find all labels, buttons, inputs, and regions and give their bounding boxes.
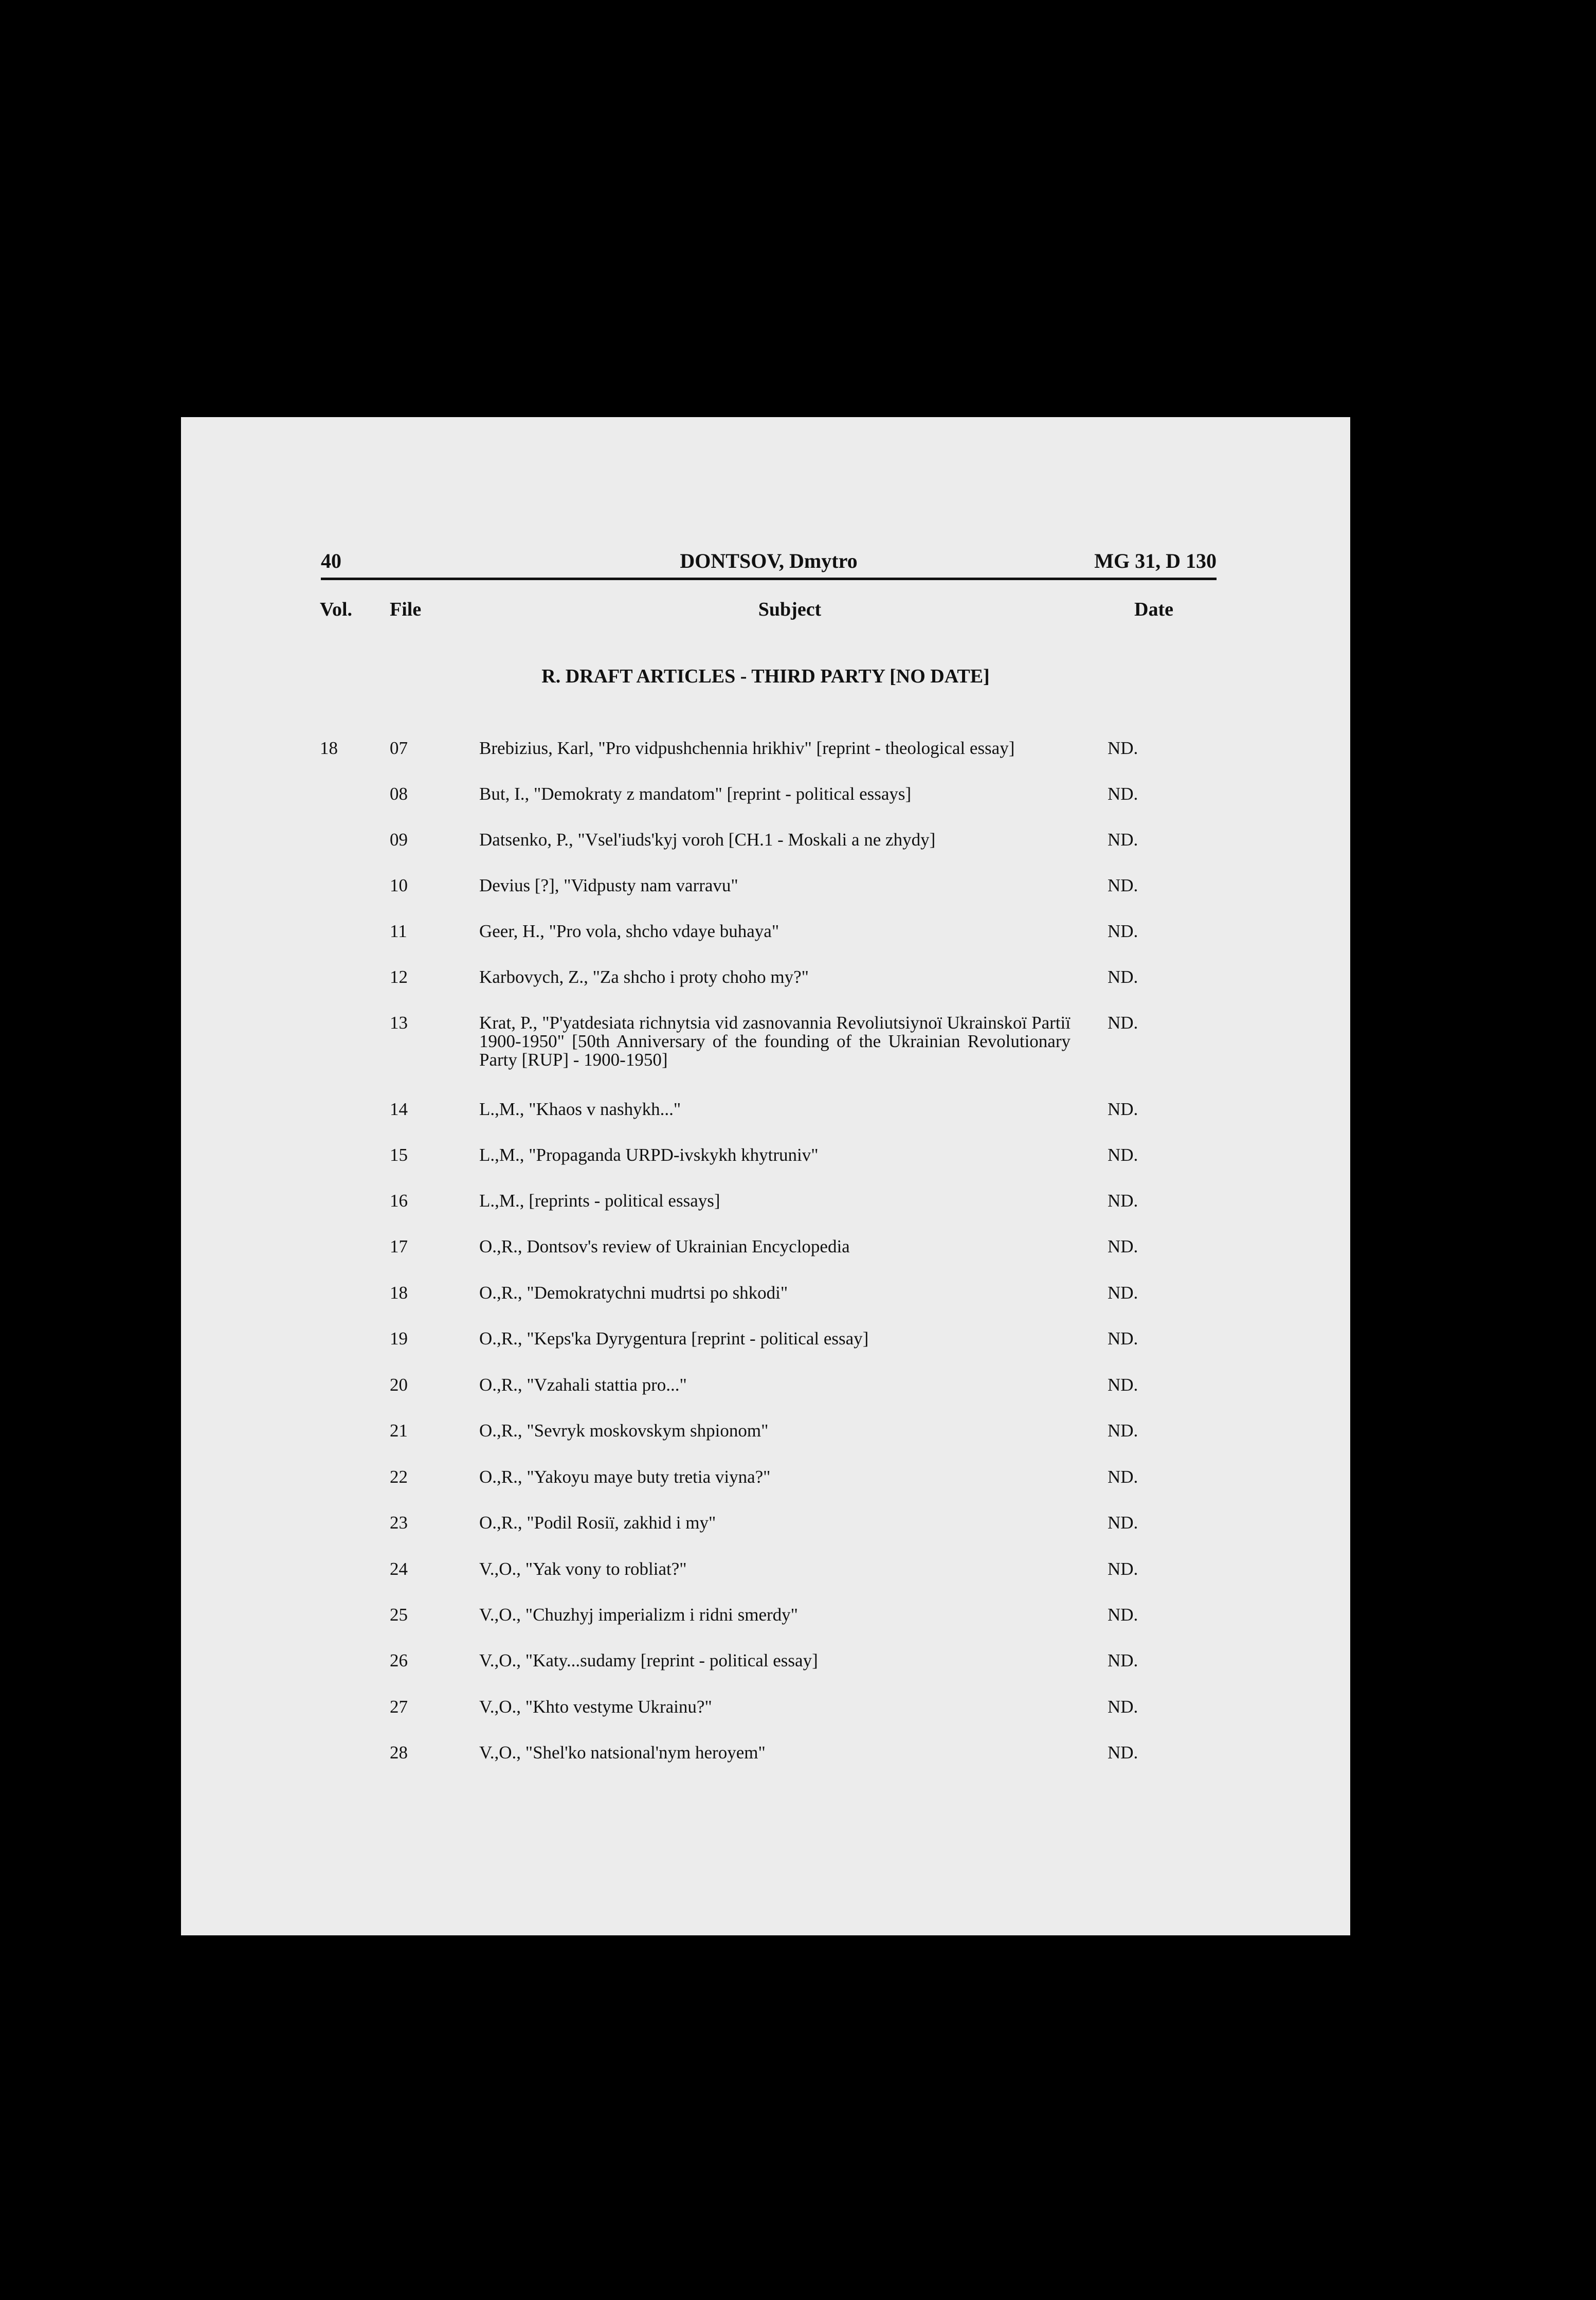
entry-date: ND. xyxy=(1108,1605,1138,1625)
entry-subject: O.,R., "Demokratychni mudrtsi po shkodi" xyxy=(479,1283,788,1303)
entry-file: 27 xyxy=(390,1697,408,1717)
entry-subject: L.,M., "Khaos v nashykh..." xyxy=(479,1099,681,1119)
entry-file: 16 xyxy=(390,1191,408,1211)
entry-file: 10 xyxy=(390,875,408,895)
entry-vol: 18 xyxy=(320,738,338,758)
entry-file: 23 xyxy=(390,1513,408,1533)
section-title: R. DRAFT ARTICLES - THIRD PARTY [NO DATE] xyxy=(541,666,990,687)
entry-subject: But, I., "Demokraty z mandatom" [reprint - political essays] xyxy=(479,784,912,804)
entry-file: 19 xyxy=(390,1328,408,1349)
entry-file: 28 xyxy=(390,1742,408,1763)
entry-subject: V.,O., "Khto vestyme Ukrainu?" xyxy=(479,1697,712,1717)
entry-date: ND. xyxy=(1108,1467,1138,1487)
entry-date: ND. xyxy=(1108,1099,1138,1119)
entry-file: 07 xyxy=(390,738,408,758)
entry-file: 14 xyxy=(390,1099,408,1119)
entry-file: 21 xyxy=(390,1421,408,1441)
entry-file: 15 xyxy=(390,1145,408,1165)
entry-file: 22 xyxy=(390,1467,408,1487)
document-page xyxy=(181,417,1350,1935)
entry-date: ND. xyxy=(1108,1559,1138,1579)
entry-subject: L.,M., [reprints - political essays] xyxy=(479,1191,720,1211)
column-header-subject: Subject xyxy=(758,599,822,620)
entry-subject: V.,O., "Yak vony to robliat?" xyxy=(479,1559,687,1579)
entry-file: 11 xyxy=(390,921,407,941)
reference-number: MG 31, D 130 xyxy=(1094,549,1217,572)
entry-subject: V.,O., "Chuzhyj imperializm i ridni smerdy" xyxy=(479,1605,798,1625)
entry-date: ND. xyxy=(1108,921,1138,941)
collection-title: DONTSOV, Dmytro xyxy=(680,549,858,572)
entry-date: ND. xyxy=(1108,1421,1138,1441)
entry-date: ND. xyxy=(1108,1191,1138,1211)
entry-date: ND. xyxy=(1108,1513,1138,1533)
entry-date: ND. xyxy=(1108,1236,1138,1256)
entry-subject: Geer, H., "Pro vola, shcho vdaye buhaya" xyxy=(479,921,779,941)
entry-file: 13 xyxy=(390,1013,408,1033)
entry-file: 09 xyxy=(390,830,408,850)
entry-subject: O.,R., "Yakoyu maye buty tretia viyna?" xyxy=(479,1467,771,1487)
entry-date: ND. xyxy=(1108,967,1138,987)
entry-date: ND. xyxy=(1108,875,1138,895)
entry-subject: Karbovych, Z., "Za shcho i proty choho my?" xyxy=(479,967,809,987)
entry-date: ND. xyxy=(1108,1145,1138,1165)
entry-date: ND. xyxy=(1108,1328,1138,1349)
entry-subject: Krat, P., "P'yatdesiata richnytsia vid zasnovannia Revoliutsiynoï Ukrainskoï Partiï 1900-1950" [50th Anniversary of the founding of the Ukrainian Revolutionary Party [RUP] - 1900-1950] xyxy=(479,1013,1071,1070)
entry-subject: O.,R., Dontsov's review of Ukrainian Encyclopedia xyxy=(479,1236,850,1256)
column-header-date: Date xyxy=(1134,599,1173,620)
entry-subject: O.,R., "Sevryk moskovskym shpionom" xyxy=(479,1421,769,1441)
entry-subject: O.,R., "Vzahali stattia pro..." xyxy=(479,1375,687,1395)
entry-subject: O.,R., "Keps'ka Dyrygentura [reprint - political essay] xyxy=(479,1328,869,1349)
entry-date: ND. xyxy=(1108,784,1138,804)
entry-subject: O.,R., "Podil Rosiï, zakhid i my" xyxy=(479,1513,716,1533)
entry-date: ND. xyxy=(1108,1283,1138,1303)
entry-date: ND. xyxy=(1108,1742,1138,1763)
entry-date: ND. xyxy=(1108,830,1138,850)
entry-file: 08 xyxy=(390,784,408,804)
entry-file: 24 xyxy=(390,1559,408,1579)
entry-subject: Datsenko, P., "Vsel'iuds'kyj voroh [CH.1 - Moskali a ne zhydy] xyxy=(479,830,936,850)
entry-date: ND. xyxy=(1108,738,1138,758)
entry-subject: V.,O., "Katy...sudamy [reprint - political essay] xyxy=(479,1650,818,1670)
entry-file: 12 xyxy=(390,967,408,987)
entry-date: ND. xyxy=(1108,1650,1138,1670)
entry-subject: Devius [?], "Vidpusty nam varravu" xyxy=(479,875,738,895)
entry-list xyxy=(181,417,1350,1935)
entry-file: 17 xyxy=(390,1236,408,1256)
page-number: 40 xyxy=(321,549,341,572)
entry-subject: L.,M., "Propaganda URPD-ivskykh khytruniv" xyxy=(479,1145,819,1165)
entry-date: ND. xyxy=(1108,1375,1138,1395)
entry-file: 25 xyxy=(390,1605,408,1625)
entry-subject: V.,O., "Shel'ko natsional'nym heroyem" xyxy=(479,1742,766,1763)
entry-file: 18 xyxy=(390,1283,408,1303)
entry-file: 20 xyxy=(390,1375,408,1395)
column-header-vol: Vol. xyxy=(320,599,353,620)
entry-file: 26 xyxy=(390,1650,408,1670)
entry-subject: Brebizius, Karl, "Pro vidpushchennia hrikhiv" [reprint - theological essay] xyxy=(479,738,1015,758)
column-header-file: File xyxy=(390,599,422,620)
entry-date: ND. xyxy=(1108,1697,1138,1717)
entry-date: ND. xyxy=(1108,1013,1138,1033)
